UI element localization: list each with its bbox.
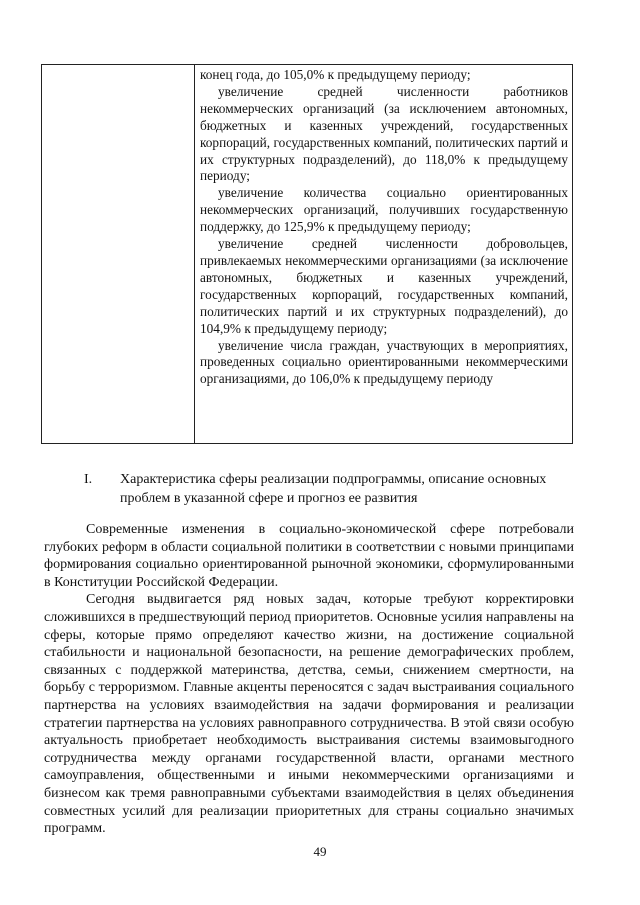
indicator-line: конец года, до 105,0% к предыдущему периоду;: [200, 67, 471, 82]
table-cell-indicators: [200, 67, 568, 388]
indicators-table: [41, 64, 573, 444]
section-title: Характеристика сферы реализации подпрограммы, описание основных проблем в указанной сфере и прогноз ее развития: [120, 472, 547, 506]
section-heading: [84, 471, 584, 508]
body-text: [44, 521, 574, 838]
paragraph: Современные изменения в социально-экономической сфере потребовали глубоких реформ в области социальной политики в соответствии с новыми принципами формирования социально ориентированной рыночной экономики, сформулированными в Конституции Российской Федерации.: [44, 522, 574, 590]
indicator-line: увеличение средней численности работников некоммерческих организаций (за исключением автономных, бюджетных и казенных учреждений, государственных корпораций, государственных компаний, политических партий и их структурных подразделений), до 118,0% к предыдущему периоду;: [200, 83, 568, 184]
paragraph: Сегодня выдвигается ряд новых задач, которые требуют корректировки сложившихся в предшествующий период приоритетов. Основные усилия направлены на сферы, которые прямо определяют качество жизни, на достижение социальной стабильности и национальной безопасности, на решение демографических проблем, связанных с поддержкой материнства, детства, семьи, снижением смертности, на борьбу с терроризмом. Главные акценты переносятся с задач выстраивания социального партнерства на условиях взаимодействия на задачи формирования и реализации стратегии партнерства на условиях равноправного сотрудничества. В этой связи особую актуальность приобретает необходимость выстраивания системы взаимовыгодного сотрудничества между органами государственной власти, органами местного самоуправления, общественными и иными некоммерческими организациями и бизнесом как тремя равноправными субъектами взаимодействия в целях объединения совместных усилий для реализации приоритетных для страны социально значимых программ.: [44, 592, 574, 837]
indicator-line: увеличение средней численности добровольцев, привлекаемых некоммерческими организациями (за исключение автономных, бюджетных и казенных учреждений, государственных корпораций, государственных компаний, политических партий и их структурных подразделений), до 104,9% к предыдущему периоду;: [200, 236, 568, 336]
indicator-line: увеличение количества социально ориентированных некоммерческих организаций, получивших государственную поддержку, до 125,9% к предыдущему периоду;: [200, 185, 568, 235]
page-number: 49: [313, 844, 327, 859]
section-number: I.: [84, 472, 93, 487]
table-column-divider: [194, 65, 195, 443]
indicator-line: увеличение числа граждан, участвующих в мероприятиях, проведенных социально ориентированными некоммерческими организациями, до 106,0% к предыдущему периоду: [200, 337, 568, 387]
